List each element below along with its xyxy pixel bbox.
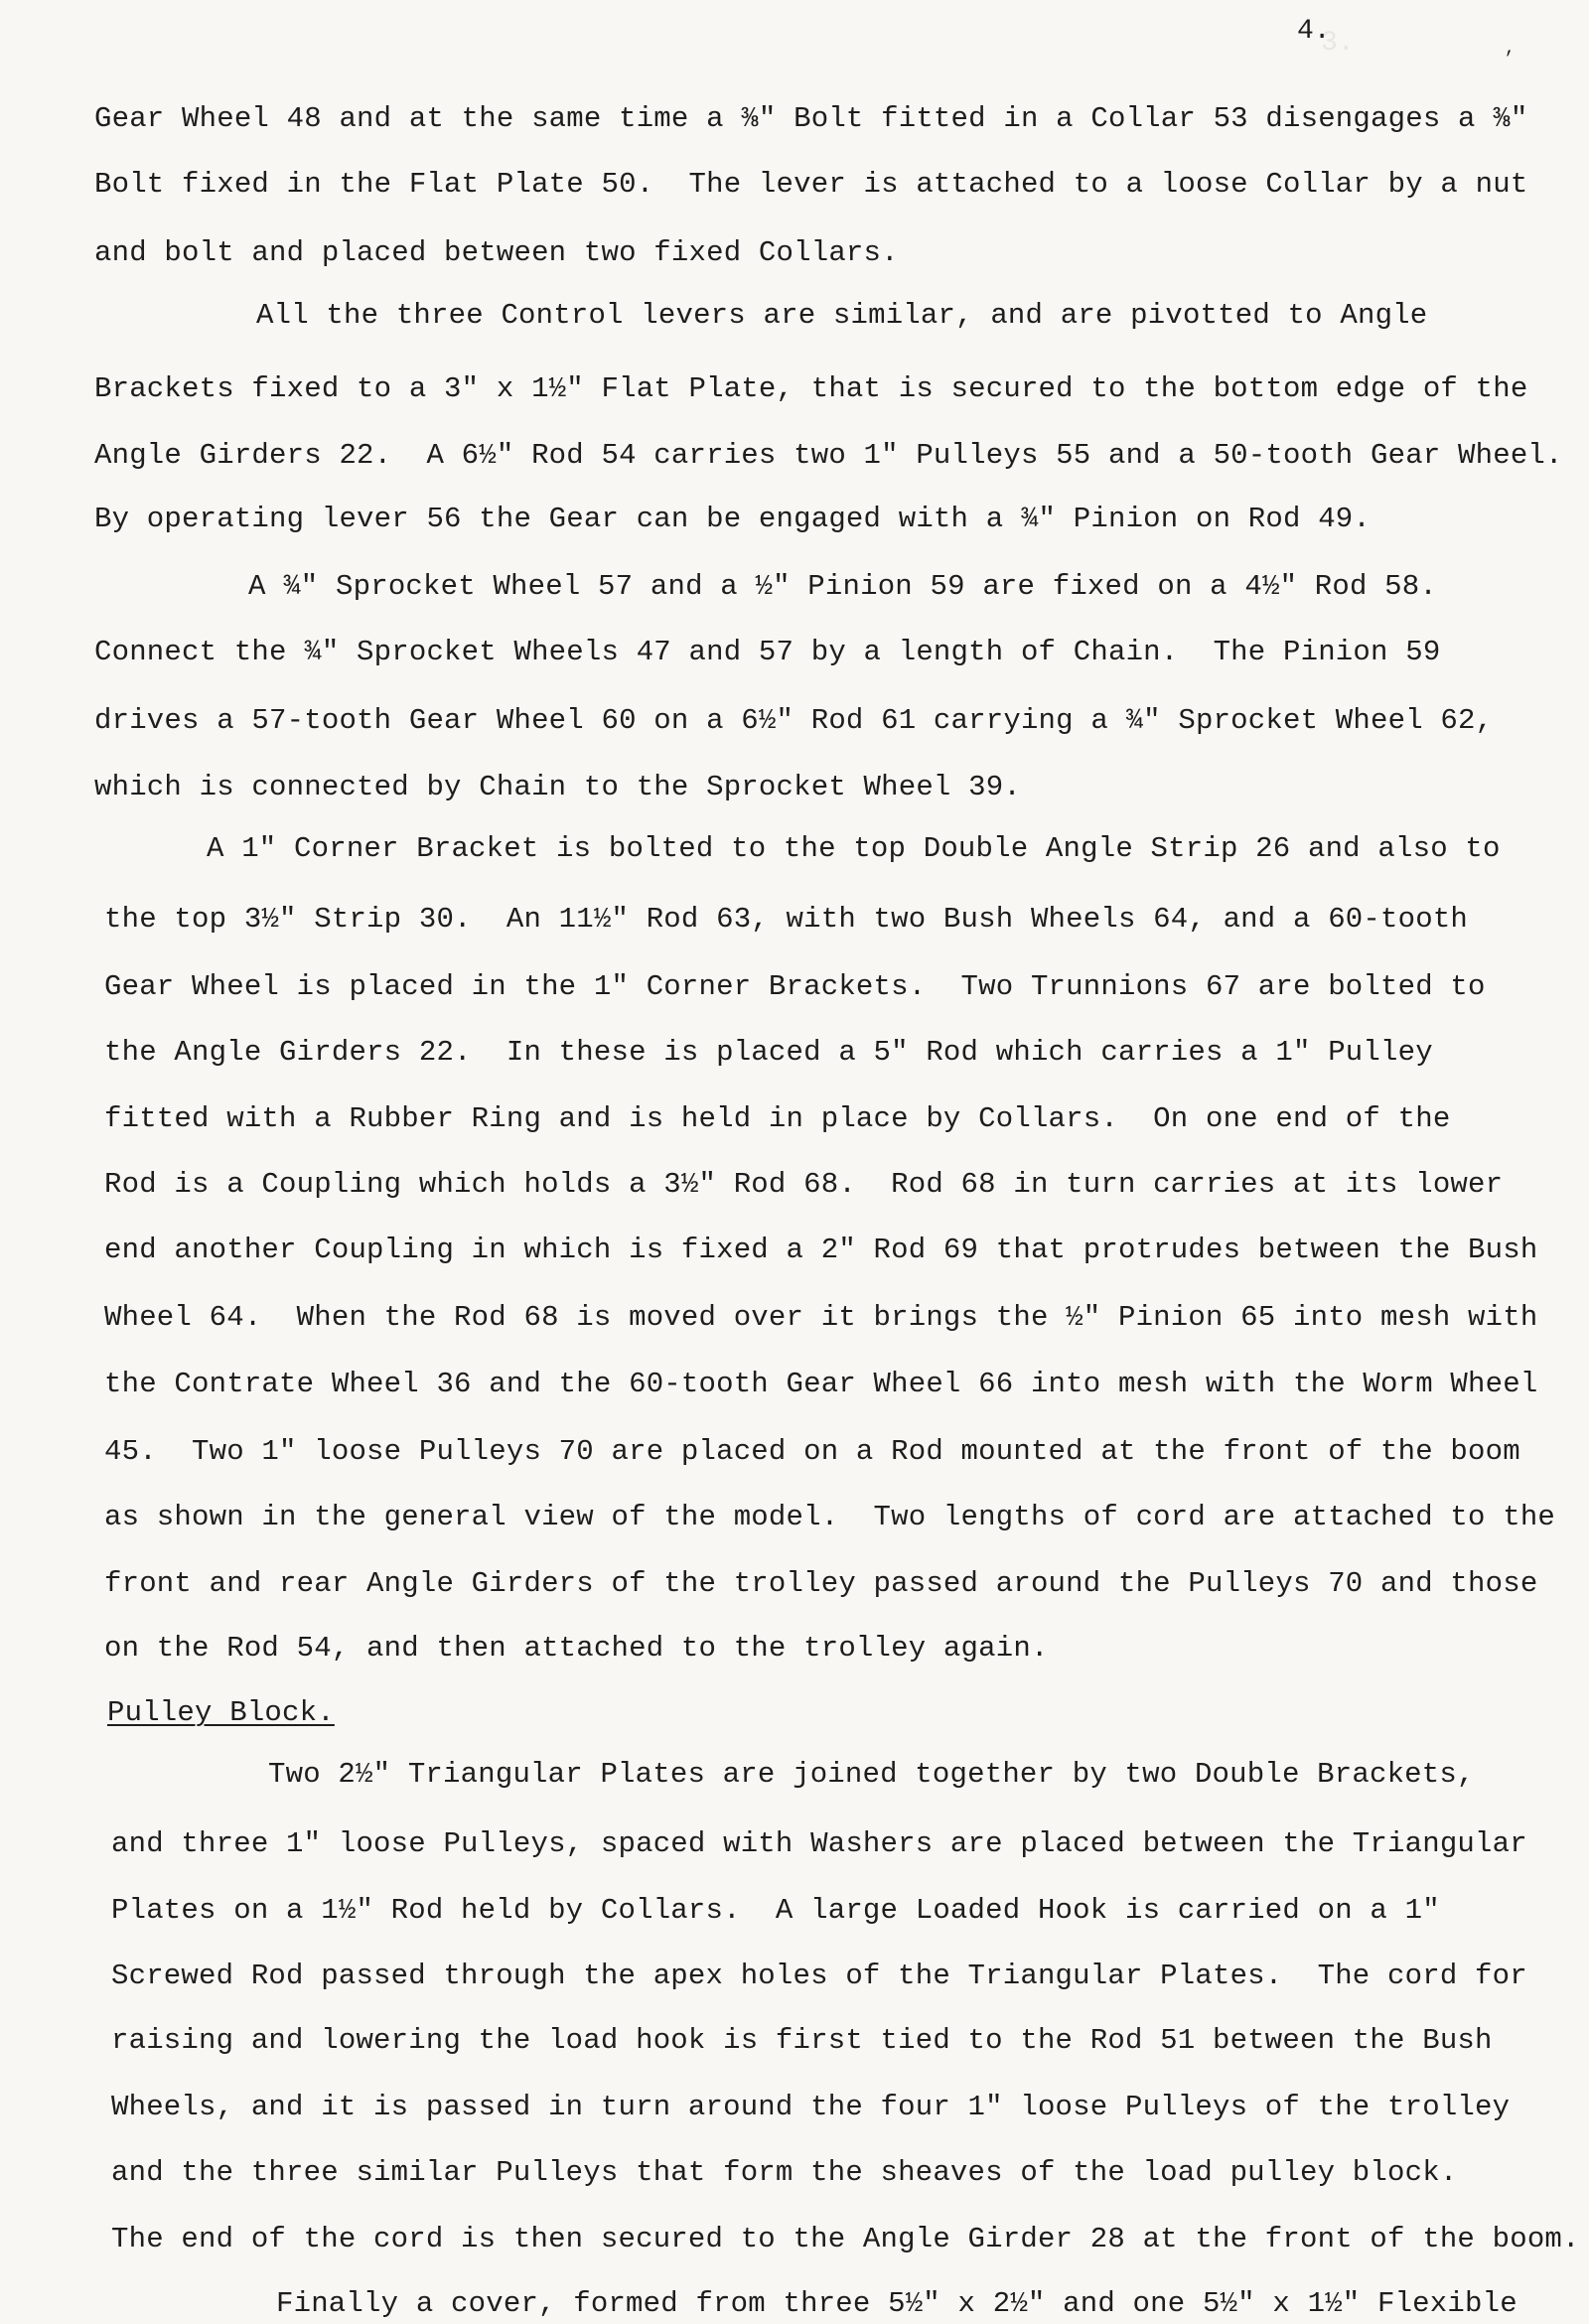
text-line: the Angle Girders 22. In these is placed a 5" Rod which carries a 1" Pulley [104, 1036, 1433, 1069]
text-line: Angle Girders 22. A 6½" Rod 54 carries two 1" Pulleys 55 and a 50-tooth Gear Wheel. [94, 439, 1563, 472]
text-line: which is connected by Chain to the Sprocket Wheel 39. [94, 771, 1021, 803]
document-page: 3. 4. , Gear Wheel 48 and at the same time a ⅜" Bolt fitted in a Collar 53 disengages a ⅜" Bolt fixed in the Flat Plate 50. The lever is attached to a loose Collar by a nut and bolt and placed between two fixed Collars. All the three Control levers are similar, and are pivotted to Angle Brackets fixed to a 3" x 1½" Flat Plate, that is secured to the bottom edge of the Angle Girders 22. A 6½" Rod 54 carries two 1" Pulleys 55 and a 50-tooth Gear Wheel. By operating lever 56 the Gear can be engaged with a ¾" Pinion on Rod 49. A ¾" Sprocket Wheel 57 and a ½" Pinion 59 are fixed on a 4½" Rod 58. Connect the ¾" Sprocket Wheels 47 and 57 by a length of Chain. The Pinion 59 drives a 57-tooth Gear Wheel 60 on a 6½" Rod 61 carrying a ¾" Sprocket Wheel 62, which is connected by Chain to the Sprocket Wheel 39. A 1" Corner Bracket is bolted to the top Double Angle Strip 26 and also to the top 3½" Strip 30. An 11½" Rod 63, with two Bush Wheels 64, and a 60-tooth Gear Wheel is placed in the 1" Corner Brackets. Two Trunnions 67 are bolted to the Angle Girders 22. In these is placed a 5" Rod which carries a 1" Pulley fitted with a Rubber Ring and is held in place by Collars. On one end of the Rod is a Coupling which holds a 3½" Rod 68. Rod 68 in turn carries at its lower end another Coupling in which is fixed a 2" Rod 69 that protrudes between the Bush Wheel 64. When the Rod 68 is moved over it brings the ½" Pinion 65 into mesh with the Contrate Wheel 36 and the 60-tooth Gear Wheel 66 into mesh with the Worm Wheel 45. Two 1" loose Pulleys 70 are placed on a Rod mounted at the front of the boom as shown in the general view of the model. Two lengths of cord are attached to the front and rear Angle Girders of the trolley passed around the Pulleys 70 and those on the Rod 54, and then attached to the trolley again. Pulley Block. Two 2½" Triangular Plates are joined together by two Double Brackets, and three 1" loose Pulleys, spaced with Washers are placed between the Triangular Plates on a 1½" Rod held by Collars. A large Loaded Hook is carried on a 1" Screwed Rod passed through the apex holes of the Triangular Plates. The cord for raising and lowering the load hook is first tied to the Rod 51 between the Bush Wheels, and it is passed in turn around the four 1" loose Pulleys of the trolley and the three similar Pulleys that form the sheaves of the load pulley block. The end of the cord is then secured to the Angle Girder 28 at the front of the boom. Finally a cover, formed from three 5½" x 2½" and one 5½" x 1½" Flexible [0, 0, 1589, 2324]
text-line: and the three similar Pulleys that form the sheaves of the load pulley block. [111, 2156, 1458, 2189]
text-line: raising and lowering the load hook is first tied to the Rod 51 between the Bush [111, 2024, 1493, 2057]
text-line: The end of the cord is then secured to the Angle Girder 28 at the front of the boom. [111, 2223, 1580, 2255]
text-line: Connect the ¾" Sprocket Wheels 47 and 57 by a length of Chain. The Pinion 59 [94, 636, 1441, 668]
text-line: and three 1" loose Pulleys, spaced with Washers are placed between the Triangular [111, 1827, 1527, 1860]
text-line: Bolt fixed in the Flat Plate 50. The lever is attached to a loose Collar by a nut [94, 168, 1528, 201]
text-line: Screwed Rod passed through the apex holes of the Triangular Plates. The cord for [111, 1960, 1527, 1992]
text-line: and bolt and placed between two fixed Collars. [94, 236, 899, 269]
text-line: Plates on a 1½" Rod held by Collars. A large Loaded Hook is carried on a 1" [111, 1894, 1440, 1927]
text-line: Two 2½" Triangular Plates are joined together by two Double Brackets, [268, 1758, 1475, 1791]
text-line: the Contrate Wheel 36 and the 60-tooth Gear Wheel 66 into mesh with the Worm Wheel [104, 1368, 1538, 1400]
text-line: Brackets fixed to a 3" x 1½" Flat Plate, that is secured to the bottom edge of the [94, 372, 1528, 405]
text-line: Wheel 64. When the Rod 68 is moved over it brings the ½" Pinion 65 into mesh with [104, 1301, 1538, 1334]
text-line: fitted with a Rubber Ring and is held in place by Collars. On one end of the [104, 1102, 1451, 1135]
text-line: A 1" Corner Bracket is bolted to the top Double Angle Strip 26 and also to [207, 832, 1501, 865]
section-heading: Pulley Block. [107, 1696, 335, 1729]
text-line: Gear Wheel 48 and at the same time a ⅜" Bolt fitted in a Collar 53 disengages a ⅜" [94, 102, 1528, 135]
text-line: A ¾" Sprocket Wheel 57 and a ½" Pinion 59 are fixed on a 4½" Rod 58. [248, 570, 1437, 603]
text-line: By operating lever 56 the Gear can be engaged with a ¾" Pinion on Rod 49. [94, 503, 1372, 535]
text-line: 45. Two 1" loose Pulleys 70 are placed on a Rod mounted at the front of the boom [104, 1435, 1520, 1468]
page-number: 4. [1297, 16, 1331, 47]
text-line: All the three Control levers are similar, and are pivotted to Angle [256, 299, 1428, 332]
corner-mark: , [1505, 39, 1516, 59]
text-line: Rod is a Coupling which holds a 3½" Rod 68. Rod 68 in turn carries at its lower [104, 1168, 1504, 1201]
text-line: end another Coupling in which is fixed a 2" Rod 69 that protrudes between the Bush [104, 1234, 1538, 1266]
text-line: drives a 57-tooth Gear Wheel 60 on a 6½" Rod 61 carrying a ¾" Sprocket Wheel 62, [94, 704, 1494, 737]
text-line: front and rear Angle Girders of the trolley passed around the Pulleys 70 and those [104, 1567, 1538, 1600]
text-line: Wheels, and it is passed in turn around the four 1" loose Pulleys of the trolley [111, 2091, 1511, 2123]
text-line: the top 3½" Strip 30. An 11½" Rod 63, with two Bush Wheels 64, and a 60-tooth [104, 903, 1469, 936]
text-line: on the Rod 54, and then attached to the trolley again. [104, 1632, 1049, 1665]
text-line: Gear Wheel is placed in the 1" Corner Brackets. Two Trunnions 67 are bolted to [104, 970, 1486, 1003]
text-line: as shown in the general view of the model. Two lengths of cord are attached to the [104, 1501, 1556, 1533]
text-line: Finally a cover, formed from three 5½" x 2½" and one 5½" x 1½" Flexible [276, 2287, 1517, 2320]
